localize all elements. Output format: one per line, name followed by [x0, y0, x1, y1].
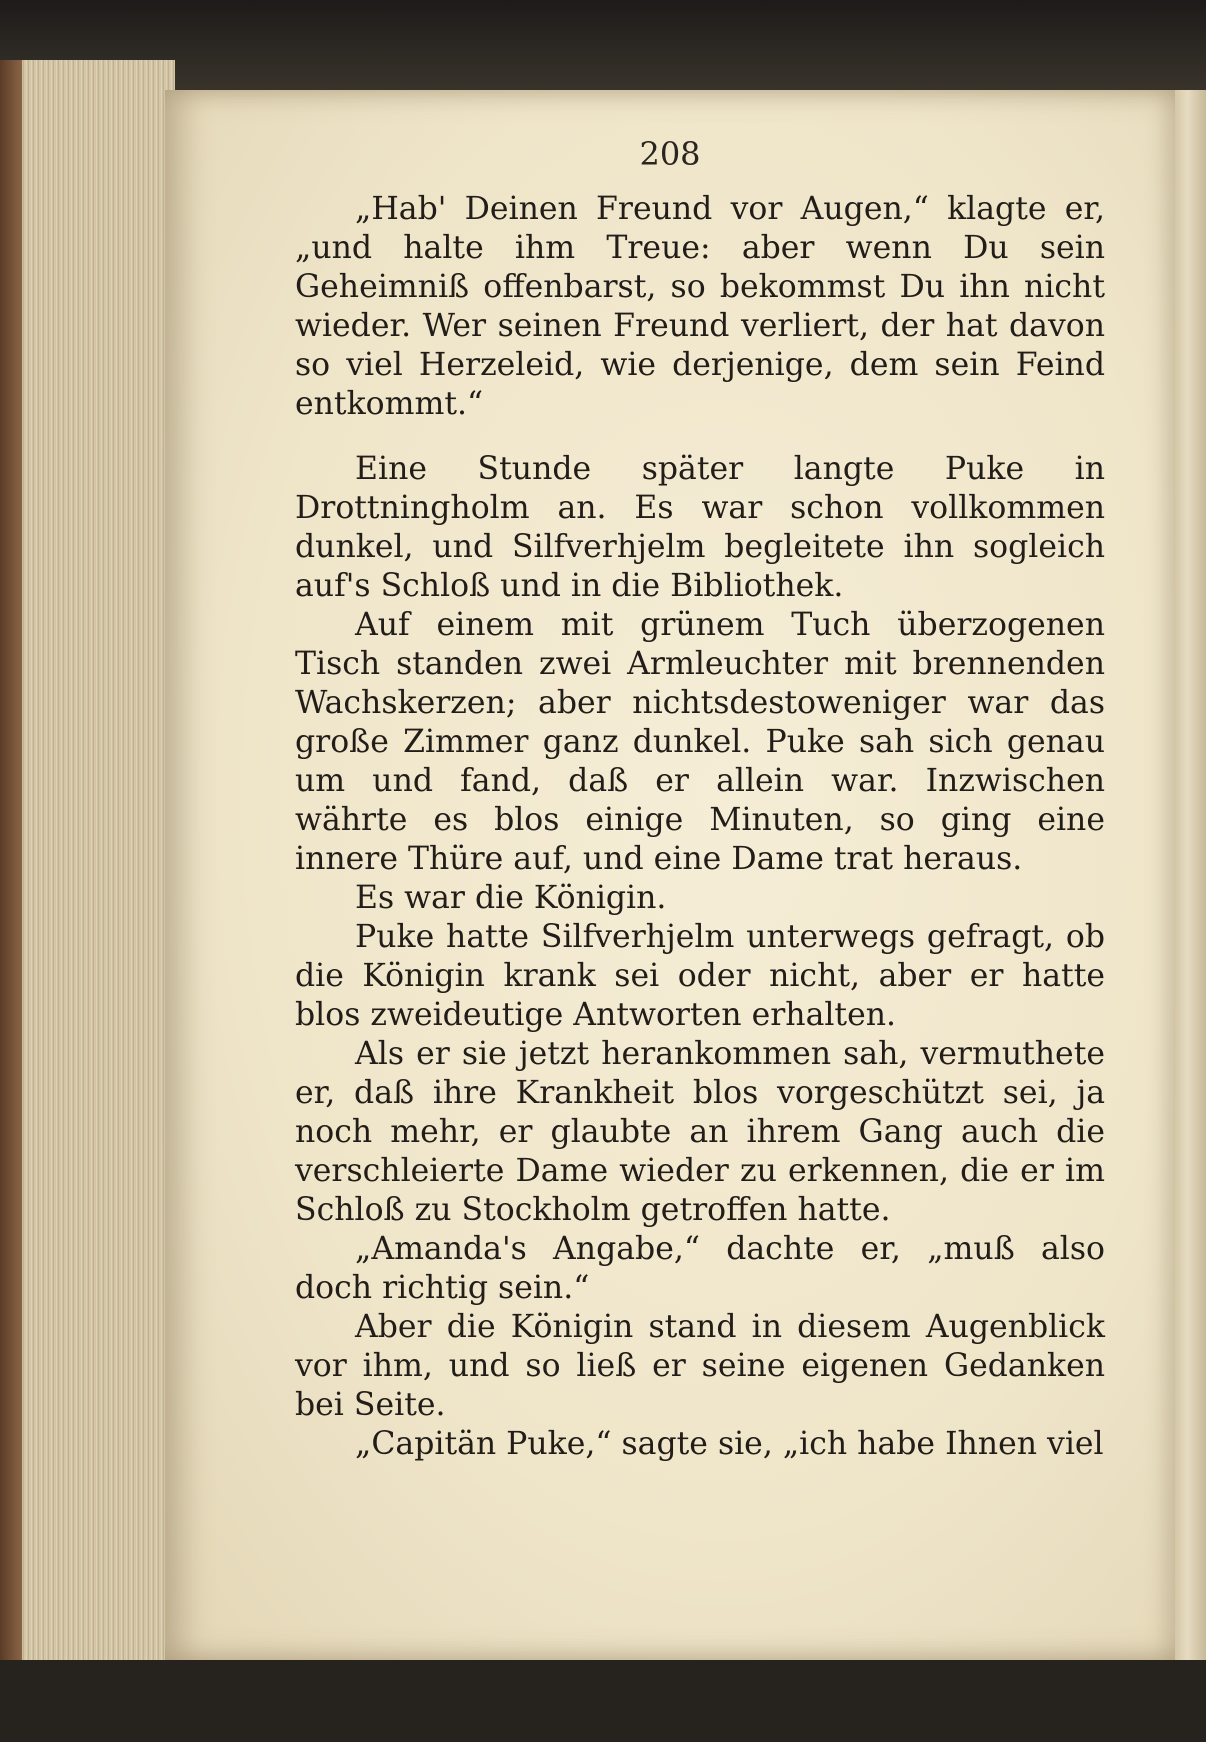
paragraph: Eine Stunde später langte Puke in Drottningholm an. Es war schon vollkommen dunkel, und Silfverhjelm begleitete ihn sogleich auf's Schloß und in die Bibliothek.	[295, 451, 1105, 604]
page-text	[295, 190, 1105, 1464]
page-edges	[0, 60, 175, 1660]
paragraph: Aber die Königin stand in diesem Augenblick vor ihm, und so ließ er seine eigenen Gedanken bei Seite.	[295, 1309, 1105, 1423]
paragraph: Auf einem mit grünem Tuch überzogenen Tisch standen zwei Armleuchter mit brennenden Wachskerzen; aber nichtsdestoweniger war das große Zimmer ganz dunkel. Puke sah sich genau um und fand, daß er allein war. Inzwischen währte es blos einige Minuten, so ging eine innere Thüre auf, und eine Dame trat heraus.	[295, 607, 1105, 877]
paragraph: „Amanda's Angabe,“ dachte er, „muß also doch richtig sein.“	[295, 1231, 1105, 1306]
paragraph: „Hab' Deinen Freund vor Augen,“ klagte er, „und halte ihm Treue: aber wenn Du sein Geheimniß offenbarst, so bekommst Du ihn nicht wieder. Wer seinen Freund verliert, der hat davon so viel Herzeleid, wie derjenige, dem sein Feind entkommt.“	[295, 191, 1105, 422]
book-binding	[0, 60, 22, 1660]
paragraph: Es war die Königin.	[355, 880, 667, 916]
paragraph: Als er sie jetzt herankommen sah, vermuthete er, daß ihre Krankheit blos vorgeschützt sei, ja noch mehr, er glaubte an ihrem Gang auch die verschleierte Dame wieder zu erkennen, die er im Schloß zu Stockholm getroffen hatte.	[295, 1036, 1105, 1228]
page-number: 208	[639, 135, 701, 173]
background-top	[0, 0, 1206, 95]
background-bottom	[0, 1660, 1206, 1742]
book-page	[165, 90, 1175, 1660]
paragraph: „Capitän Puke,“ sagte sie, „ich habe Ihnen viel	[355, 1426, 1104, 1462]
paragraph: Puke hatte Silfverhjelm unterwegs gefragt, ob die Königin krank sei oder nicht, aber er hatte blos zweideutige Antworten erhalten.	[295, 919, 1105, 1033]
